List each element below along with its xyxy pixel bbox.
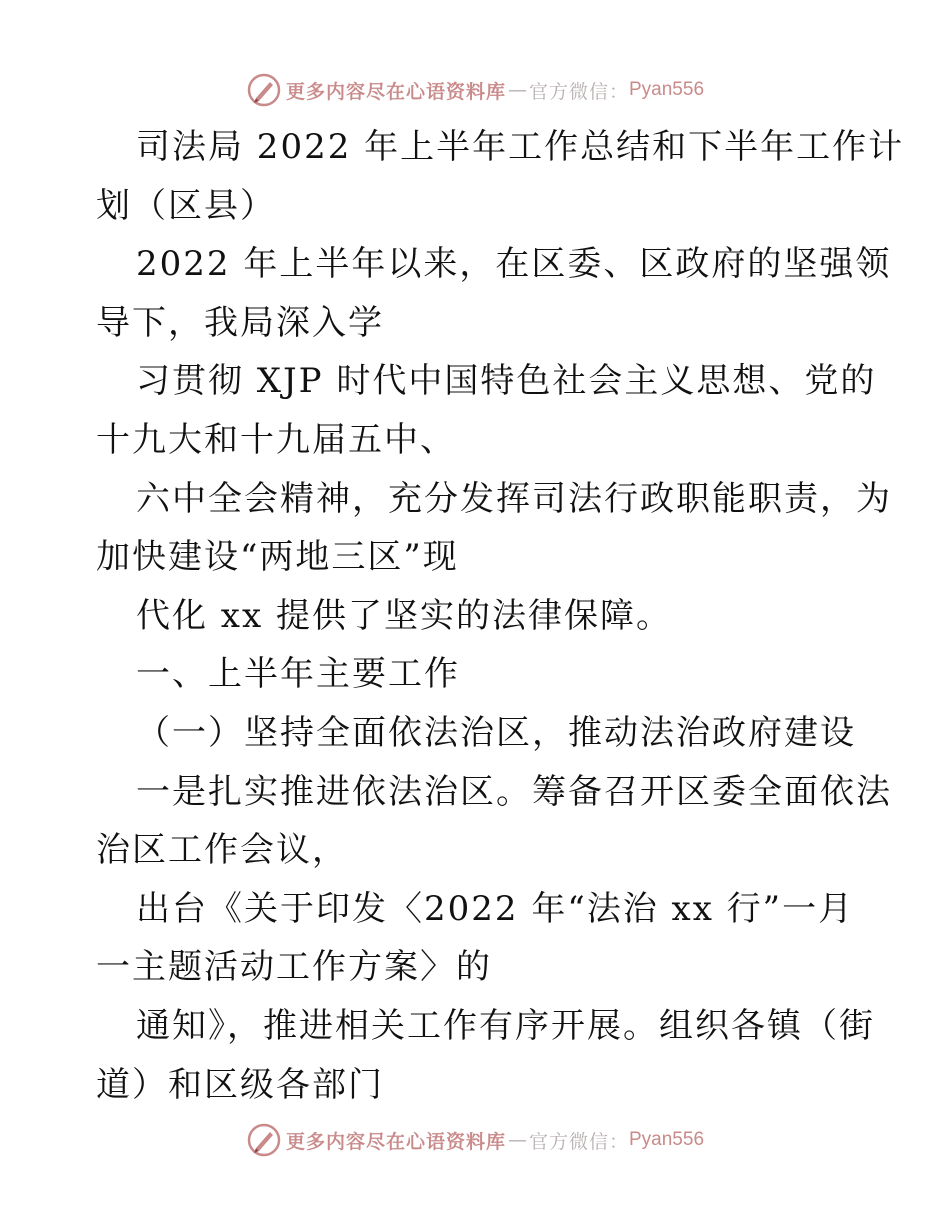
banner-main-text: 更多内容尽在心语资料库 (285, 80, 506, 103)
doc-line-4: 导下，我局深入学 (96, 302, 384, 343)
banner-main-text: 更多内容尽在心语资料库 (285, 1130, 506, 1153)
doc-line-9: 代化 xx 提供了坚实的法律保障。 (136, 595, 672, 636)
doc-line-7: 六中全会精神，充分发挥司法行政职能职责，为 (136, 478, 892, 519)
doc-line-title-1: 司法局 2022 年上半年工作总结和下半年工作计 (136, 127, 905, 167)
doc-line-6: 十九大和十九届五中、 (96, 419, 456, 460)
document-body (96, 118, 905, 1114)
doc-line-8: 加快建设“两地三区”现 (96, 537, 459, 578)
doc-line-13: 治区工作会议， (96, 830, 348, 871)
doc-line-title-2: 划（区县） (96, 185, 276, 226)
doc-line-17: 道）和区级各部门 (96, 1064, 384, 1105)
banner-label-text: 官方微信： (528, 1130, 629, 1153)
footer-banner (0, 1120, 950, 1160)
header-banner (0, 70, 950, 110)
doc-heading-subsection-1: （一）坚持全面依法治区，推动法治政府建设 (136, 712, 856, 753)
banner-separator: — (507, 79, 527, 101)
pen-logo-icon (246, 72, 282, 108)
doc-line-14: 出台《关于印发〈2022 年“法治 xx 行”一月 (136, 888, 855, 929)
doc-line-16: 通知》，推进相关工作有序开展。组织各镇（街 (136, 1005, 875, 1046)
banner-wechat-id: Pyan556 (629, 1129, 705, 1150)
doc-line-15: 一主题活动工作方案〉的 (96, 947, 492, 988)
doc-line-5: 习贯彻 XJP 时代中国特色社会主义思想、党的 (136, 361, 877, 402)
banner-wechat-id: Pyan556 (629, 79, 705, 100)
pen-logo-icon (246, 1122, 282, 1158)
doc-line-12: 一是扎实推进依法治区。筹备召开区委全面依法 (136, 771, 892, 812)
banner-separator: — (507, 1129, 527, 1151)
doc-heading-section-1: 一、上半年主要工作 (136, 654, 460, 695)
banner-label-text: 官方微信： (528, 80, 629, 103)
doc-line-3: 2022 年上半年以来，在区委、区政府的坚强领 (136, 244, 892, 285)
